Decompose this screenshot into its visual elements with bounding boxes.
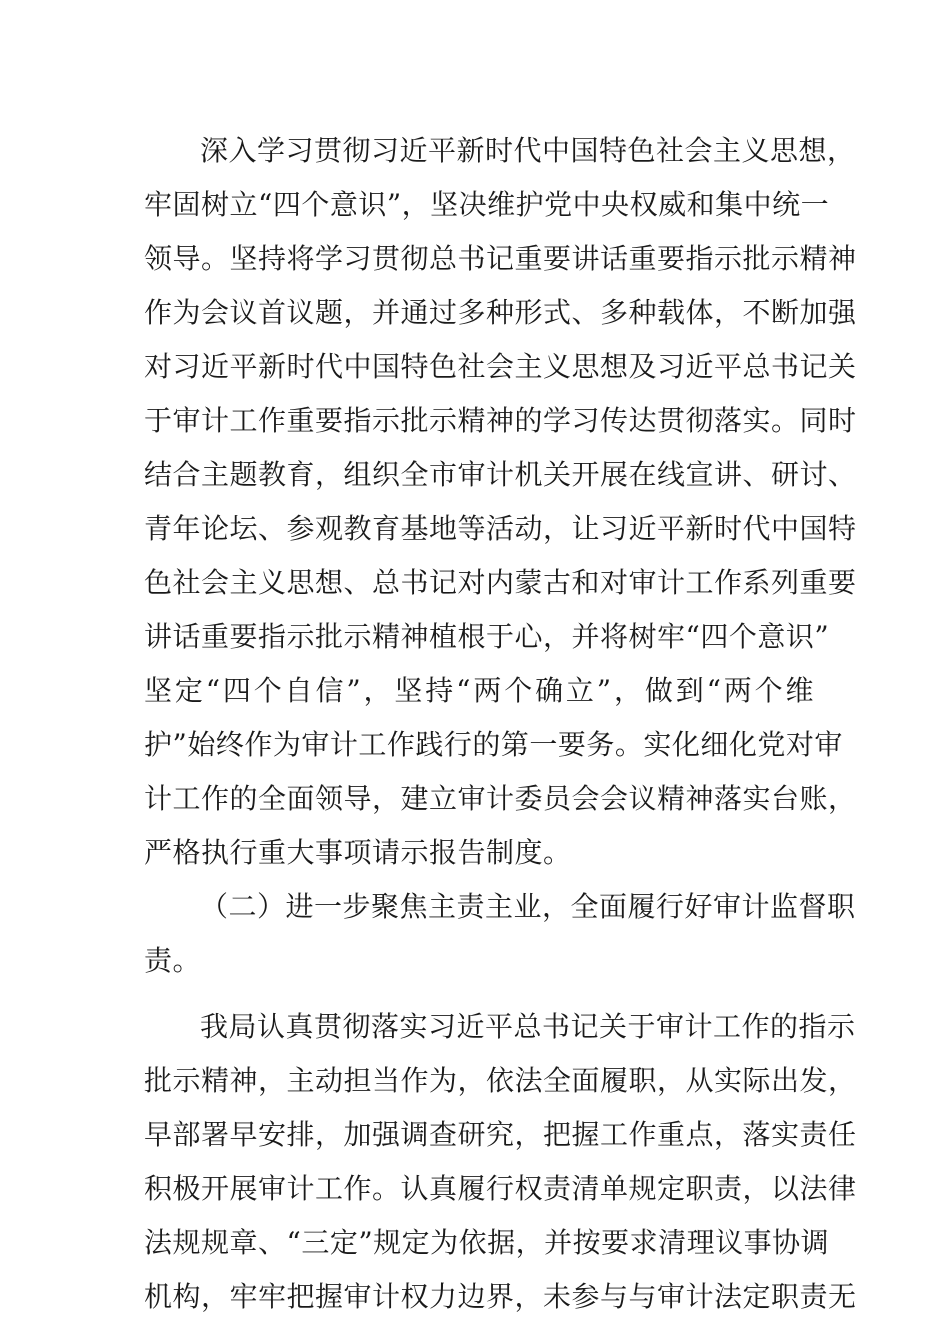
paragraph-1-line-5: 对习近平新时代中国特色社会主义思想及习近平总书记关	[144, 350, 857, 383]
paragraph-1-line-11: 坚定“四个自信”，坚持“两个确立”，做到“两个维	[144, 674, 814, 707]
paragraph-1-line-3: 领导。坚持将学习贯彻总书记重要讲话重要指示批示精神	[144, 242, 857, 275]
paragraph-2-line-1: 我局认真贯彻落实习近平总书记关于审计工作的指示	[200, 1010, 856, 1043]
paragraph-1-line-7: 结合主题教育，组织全市审计机关开展在线宣讲、研讨、	[144, 458, 857, 491]
paragraph-1-line-10: 讲话重要指示批示精神植根于心，并将树牢“四个意识”	[144, 620, 830, 653]
section-heading-line-1: （二）进一步聚焦主责主业，全面履行好审计监督职	[200, 890, 856, 923]
paragraph-1-line-4: 作为会议首议题，并通过多种形式、多种载体，不断加强	[144, 296, 857, 329]
paragraph-1-line-6: 于审计工作重要指示批示精神的学习传达贯彻落实。同时	[144, 404, 857, 437]
paragraph-1-line-8: 青年论坛、参观教育基地等活动，让习近平新时代中国特	[144, 512, 857, 545]
paragraph-2-line-4: 积极开展审计工作。认真履行权责清单规定职责，以法律	[144, 1172, 857, 1205]
paragraph-2-line-5: 法规规章、“三定”规定为依据，并按要求清理议事协调	[144, 1226, 830, 1259]
section-heading-line-2: 责。	[144, 944, 202, 977]
paragraph-1-line-1: 深入学习贯彻习近平新时代中国特色社会主义思想，	[200, 134, 856, 167]
paragraph-2-line-3: 早部署早安排，加强调查研究，把握工作重点，落实责任	[144, 1118, 857, 1151]
paragraph-1-line-12: 护”始终作为审计工作践行的第一要务。实化细化党对审	[144, 728, 843, 761]
paragraph-1-line-13: 计工作的全面领导，建立审计委员会会议精神落实台账，	[144, 782, 857, 815]
paragraph-1-line-2: 牢固树立“四个意识”，坚决维护党中央权威和集中统一	[144, 188, 830, 221]
paragraph-1-line-9: 色社会主义思想、总书记对内蒙古和对审计工作系列重要	[144, 566, 857, 599]
paragraph-2-line-6: 机构，牢牢把握审计权力边界，未参与与审计法定职责无	[144, 1280, 857, 1313]
paragraph-2-line-2: 批示精神，主动担当作为，依法全面履职，从实际出发，	[144, 1064, 857, 1097]
paragraph-1-line-14: 严格执行重大事项请示报告制度。	[144, 836, 572, 869]
